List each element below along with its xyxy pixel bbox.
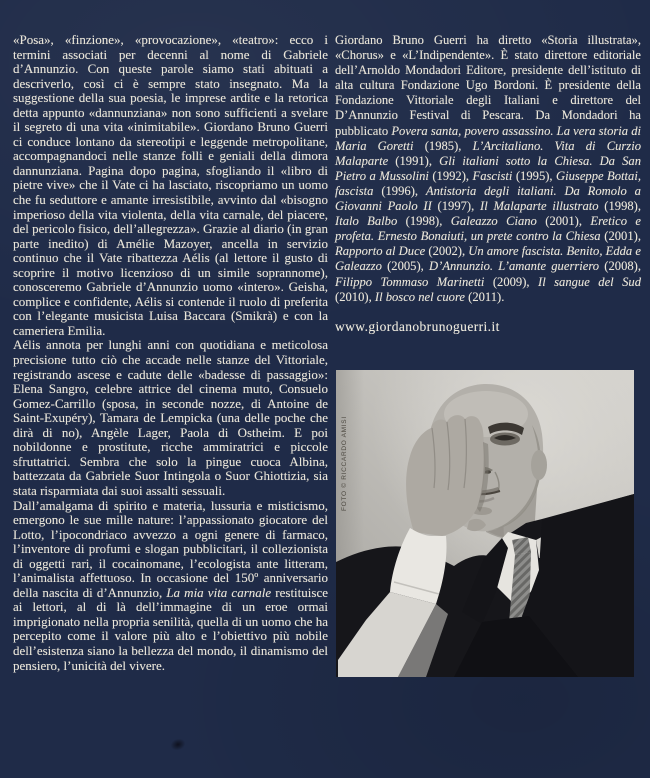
author-bio: Giordano Bruno Guerri ha diretto «Storia illustrata», «Chorus» e «L’Indipendente». È stato direttore editoriale dell’Arnoldo Mondadori Editore, presidente dell’istituto di alta cultura Fondazione Ugo Bordoni. È presidente della Fondazione Vittoriale degli Italiani e direttore del D’Annunzio Festival di Pescara. Da Mondadori ha pubblicato Povera santa, povero assassino. La vera storia di Maria Goretti (1985), L’Arcitaliano. Vita di Curzio Malaparte (1991), Gli italiani sotto la Chiesa. Da San Pietro a Mussolini (1992), Fascisti (1995), Giuseppe Bottai, fascista (1996), Antistoria degli italiani. Da Romolo a Giovanni Paolo II (1997), Il Malaparte illustrato (1998), Italo Balbo (1998), Galeazzo Ciano (2001), Eretico e profeta. Ernesto Bonaiuti, un prete contro la Chiesa (2001), Rapporto al Duce (2002), Un amore fascista. Benito, Edda e Galeazzo (2005), D’Annunzio. L’amante guerriero (2008), Filippo Tommaso Marinetti (2009), Il sangue del Sud (2010), Il bosco nel cuore (2011). bbox=[335, 33, 642, 304]
paragraph-1: «Posa», «finzione», «provocazione», «teatro»: ecco i termini associati per decenni al nome di Gabriele d’Annunzio. Con queste parole siamo stati abituati a descriverlo, così ci è sempre stato insegnato. Ma la suggestione della sua poesia, le imprese ardite e la retorica detta appunto «dannunziana» non sono sufficienti a svelare il segreto di una vita «inimitabile». Giordano Bruno Guerri ci conduce lontano da stereotipi e leggende metropolitane, accompagnandoci nelle stanze folli e geniali della dimora dannunziana. Pagina dopo pagina, sfogliando il «libro di pietre vive» che il Vate ci ha lasciato, riscopriamo un uomo che fu seduttore e amante irresistibile, avvinto dal «bisogno imperioso della vita violenta, della vita carnale, del piacere, del pericolo fisico, dell’allegrezza». Grazie al diario (in gran parte inedito) di Amélie Mazoyer, ancella in servizio continuo che il Vate ribattezza Aélis (al lettore il gusto di scoprire il motivo licenzioso di un simile soprannome), conosceremo Gabriele d’Annunzio uomo «intero». Geisha, complice e confidente, Aélis si contende il ruolo di preferita con l’elegante musicista Luisa Baccara (Smikrà) e con la cameriera Emilia. bbox=[13, 32, 328, 338]
paragraph-2: Aélis annota per lunghi anni con quotidiana e meticolosa precisione tutto ciò che accade nelle stanze del Vittoriale, registrando ascese e cadute delle «badesse di passaggio»: Elena Sangro, celebre attrice del cinema muto, Consuelo Gomez-Carrillo (sposa, in seconde nozze, di Antoine de Saint-Exupéry), Tamara de Lempicka (una delle poche che dirà di no), Angèle Lager, Paola di Ostheim. E poi nobildonne e prostitute, ricche ammiratrici e piccole sfruttatrici. Sembra che solo la pingue cuoca Albina, battezzata da Gabriele Suor Intingola o Suor Ghiottizia, sia stata risparmiata dai suoi assalti sessuali. bbox=[13, 337, 328, 498]
photo-credit: FOTO © RICCARDO AMISI bbox=[341, 416, 348, 511]
author-website: www.giordanobrunoguerri.it bbox=[335, 318, 500, 334]
author-bio-column bbox=[335, 33, 641, 335]
ink-smudge bbox=[166, 734, 190, 754]
paragraph-3: Dall’amalgama di spirito e materia, lussuria e misticismo, emergono le sue mille nature: l’appassionato giocatore del Lotto, l’ipocondriaco avvezzo a ogni genere di farmaco, l’inventore di profumi e slogan pubblicitari, il collezionista di oggetti rari, il cocainomane, l’ecologista ante litteram, l’animalista affettuoso. In occasione del 150º anniversario della nascita di d’Annunzio, La mia vita carnale restituisce ai lettori, al di là dell’immagine di un eroe ormai imprigionato nella propria senilità, quella di un uomo che ha percepito come il valore più alto e l’obiettivo più nobile dell’esistenza siano la bellezza del mondo, il dinamismo del pensiero, l’unicità del vivere. bbox=[13, 497, 328, 673]
portrait-illustration bbox=[336, 370, 634, 677]
author-photo bbox=[336, 370, 634, 677]
flap-text-column bbox=[13, 33, 328, 673]
